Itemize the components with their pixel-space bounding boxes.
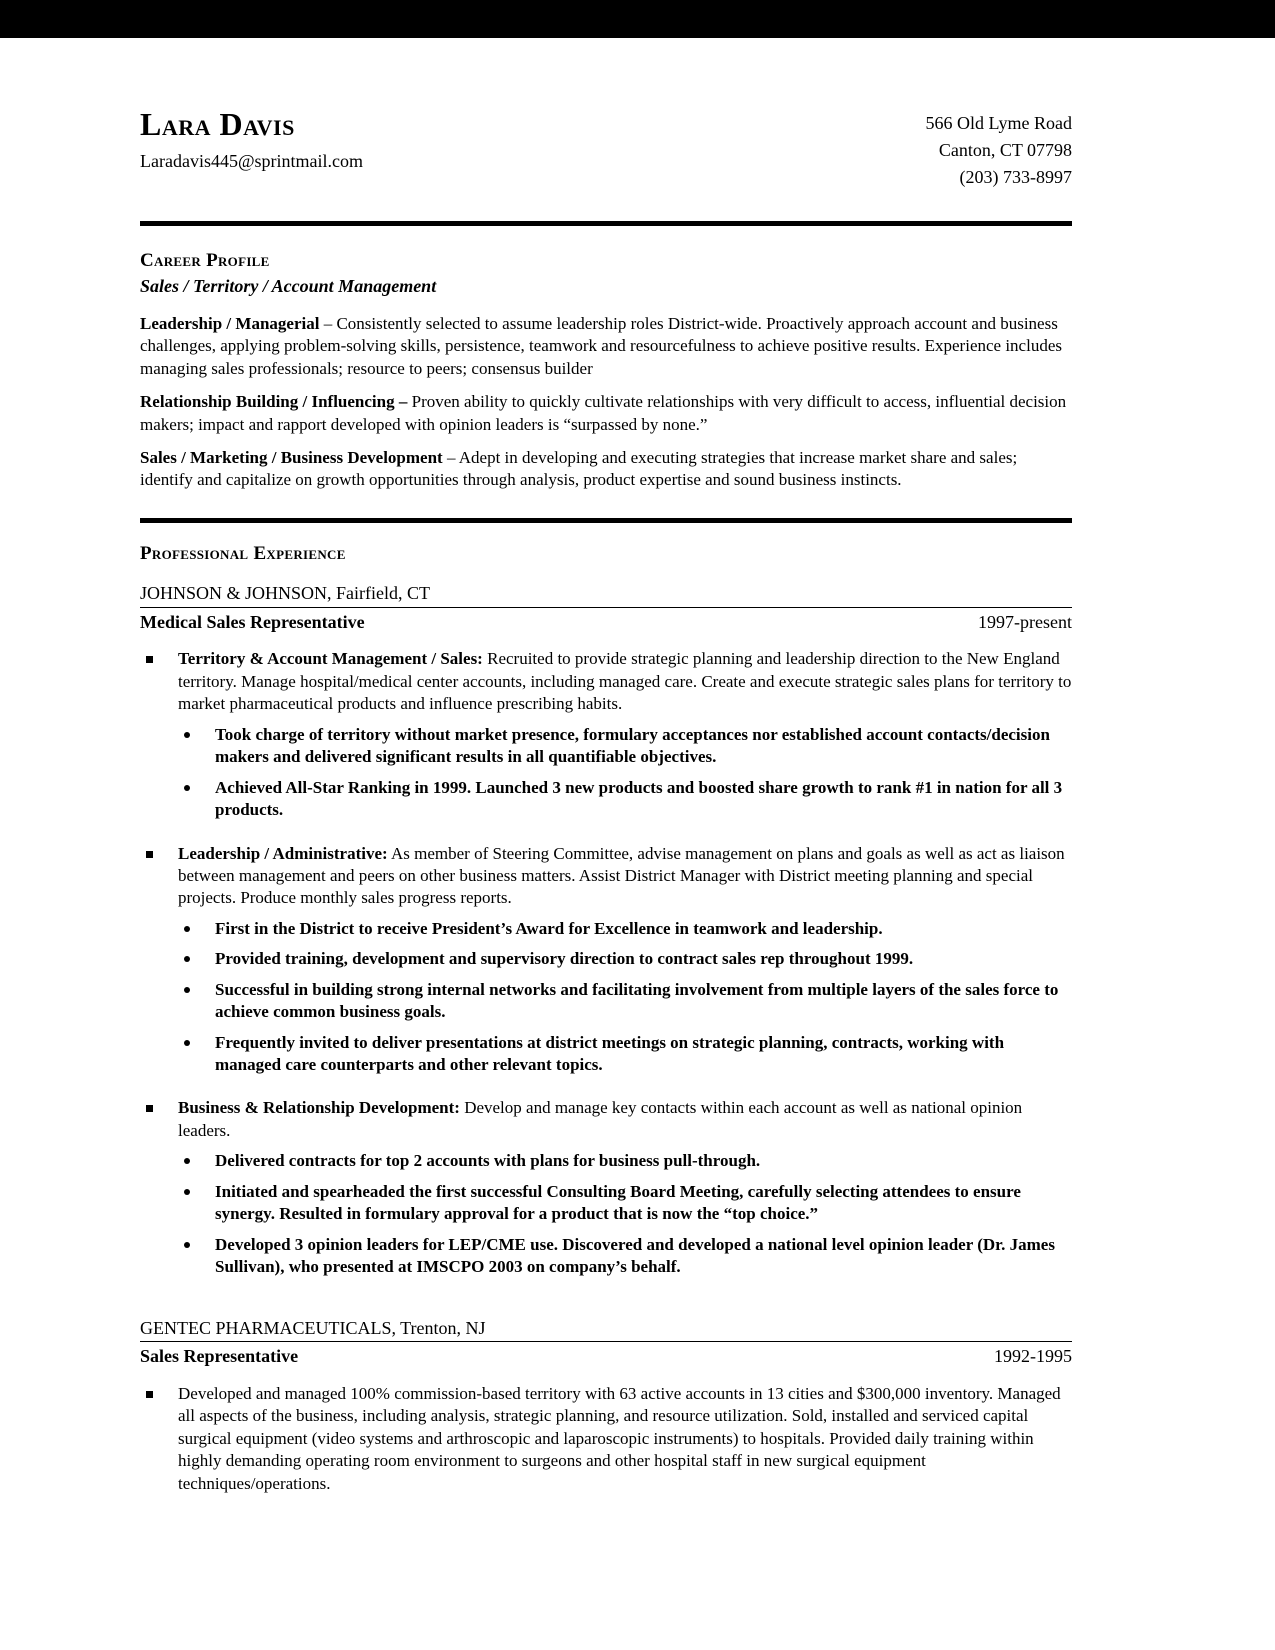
achievement-text: Frequently invited to deliver presentations at district meetings on strategic planning, contracts, working with managed care counterparts and other relevant topics. [215,1032,1005,1075]
achievement-text: Initiated and spearheaded the first successful Consulting Board Meeting, carefully selecting attendees to ensure synergy. Resulted in formulary approval for a product that is now the “top choice.” [215,1181,1021,1224]
job-entry-gentec [140,1317,1072,1496]
top-black-bar [0,0,1275,38]
email-address: Laradavis445@sprintmail.com [140,150,364,171]
achievement-item [182,979,1072,1024]
profile-text: – Adept in developing and executing strategies that increase market share and sales; identify and capitalize on growth opportunities through analysis, product expertise and sound business instincts. [140,448,1018,490]
achievement-item [182,918,1072,940]
section-divider-rule [140,518,1072,523]
experience-area-body [178,1383,1072,1495]
achievement-list [178,724,1072,822]
achievement-item [182,1150,1072,1172]
profile-paragraph [140,391,1072,436]
phone-number: (203) 733-8997 [959,167,1072,187]
area-description: Recruited to provide strategic planning and leadership direction to the New England territory. Manage hospital/medical center accounts, including managed care. Create and execute strategic sales plans for territory to market pharmaceutical products and influence prescribing habits. [178,649,1072,714]
achievement-text: Developed 3 opinion leaders for LEP/CME use. Discovered and developed a national level opinion leader (Dr. James Sullivan), who presented at IMSCPO 2003 on company’s behalf. [215,1234,1055,1277]
identity-block [140,108,363,173]
experience-area-body [178,1097,1072,1286]
achievement-list [178,918,1072,1077]
area-lead: Leadership / Administrative: [178,843,388,863]
round-bullet-icon [182,1150,215,1172]
job-title-row [140,1342,1072,1369]
round-bullet-icon [182,1032,215,1077]
experience-area [140,1383,1072,1495]
achievement-item [182,777,1072,822]
round-bullet-icon [182,979,215,1024]
experience-area [140,1097,1072,1286]
square-bullet-icon [140,1097,178,1286]
street-address: 566 Old Lyme Road [925,113,1072,133]
job-title-row [140,608,1072,635]
contact-header [140,108,1072,191]
career-profile-section [140,248,1072,492]
profile-paragraph [140,313,1072,380]
square-bullet-icon [140,843,178,1085]
round-bullet-icon [182,948,215,970]
round-bullet-icon [182,1234,215,1279]
job-entry-johnson [140,582,1072,1287]
experience-area [140,843,1072,1085]
achievement-list [178,1150,1072,1278]
achievement-text: First in the District to receive President’s Award for Excellence in teamwork and leadership. [215,918,883,938]
achievement-text: Achieved All-Star Ranking in 1999. Launched 3 new products and boosted share growth to rank #1 in nation for all 3 products. [215,777,1063,820]
career-profile-heading: Career Profile [140,250,270,271]
company-line: JOHNSON & JOHNSON, Fairfield, CT [140,582,1072,608]
achievement-item [182,1181,1072,1226]
profile-text: – Consistently selected to assume leadership roles District-wide. Proactively approach account and business challenges, applying problem-solving skills, persistence, teamwork and resourcefulness to achieve positive results. Experience includes managing sales professionals; resource to peers; consensus builder [140,313,1062,378]
area-description: Develop and manage key contacts within each account as well as national opinion leaders. [178,1098,1023,1140]
round-bullet-icon [182,777,215,822]
achievement-text: Successful in building strong internal networks and facilitating involvement from multiple layers of the sales force to achieve common business goals. [215,979,1059,1022]
achievement-item [182,724,1072,769]
achievement-item [182,948,1072,970]
job-dates: 1997-present [978,611,1072,632]
job-title: Medical Sales Representative [140,611,365,632]
contact-block [926,108,1073,191]
achievement-text: Provided training, development and supervisory direction to contract sales rep throughout 1999. [215,949,914,969]
city-state-zip: Canton, CT 07798 [938,140,1072,160]
round-bullet-icon [182,724,215,769]
profile-lead: Relationship Building / Influencing – [140,392,408,412]
job-title: Sales Representative [140,1346,299,1367]
experience-area-body [178,843,1072,1085]
area-lead: Territory & Account Management / Sales: [178,649,483,669]
experience-heading: Professional Experience [140,542,346,564]
round-bullet-icon [182,918,215,940]
profile-lead: Leadership / Managerial [140,313,320,333]
square-bullet-icon [140,648,178,829]
resume-content [140,38,1072,1495]
company-line: GENTEC PHARMACEUTICALS, Trenton, NJ [140,1317,1072,1343]
area-description: Developed and managed 100% commission-based territory with 63 active accounts in 13 cities and $300,000 inventory. Managed all aspects of the business, including analysis, strategic planning, and resource utilization. Sold, installed and serviced capital surgical equipment (video systems and arthroscopic and laparoscopic instruments) to hospitals. Provided daily training within highly demanding operating room environment to surgeons and other hospital staff in new surgical equipment techniques/operations. [178,1384,1061,1493]
achievement-text: Took charge of territory without market presence, formulary acceptances nor established account contacts/decision makers and delivered significant results in all quantifiable objectives. [215,724,1050,767]
area-description: As member of Steering Committee, advise management on plans and goals as well as act as liaison between management and peers on other business matters. Assist District Manager with District meeting planning and special projects. Produce monthly sales progress reports. [178,843,1065,908]
job-dates: 1992-1995 [994,1346,1072,1367]
candidate-name: Lara Davis [140,106,295,142]
profile-lead: Sales / Marketing / Business Development [140,448,443,468]
experience-area-body [178,648,1072,829]
section-divider-rule [140,221,1072,226]
profile-paragraph [140,447,1072,492]
experience-section [140,541,1072,1495]
achievement-text: Delivered contracts for top 2 accounts with plans for business pull-through. [215,1151,761,1171]
experience-area [140,648,1072,829]
profile-text: Proven ability to quickly cultivate relationships with very difficult to access, influential decision makers; impact and rapport developed with opinion leaders is “surpassed by none.” [140,392,1067,434]
area-lead: Business & Relationship Development: [178,1098,460,1118]
achievement-item [182,1234,1072,1279]
achievement-item [182,1032,1072,1077]
career-profile-subheading: Sales / Territory / Account Management [140,276,437,297]
round-bullet-icon [182,1181,215,1226]
square-bullet-icon [140,1383,178,1495]
